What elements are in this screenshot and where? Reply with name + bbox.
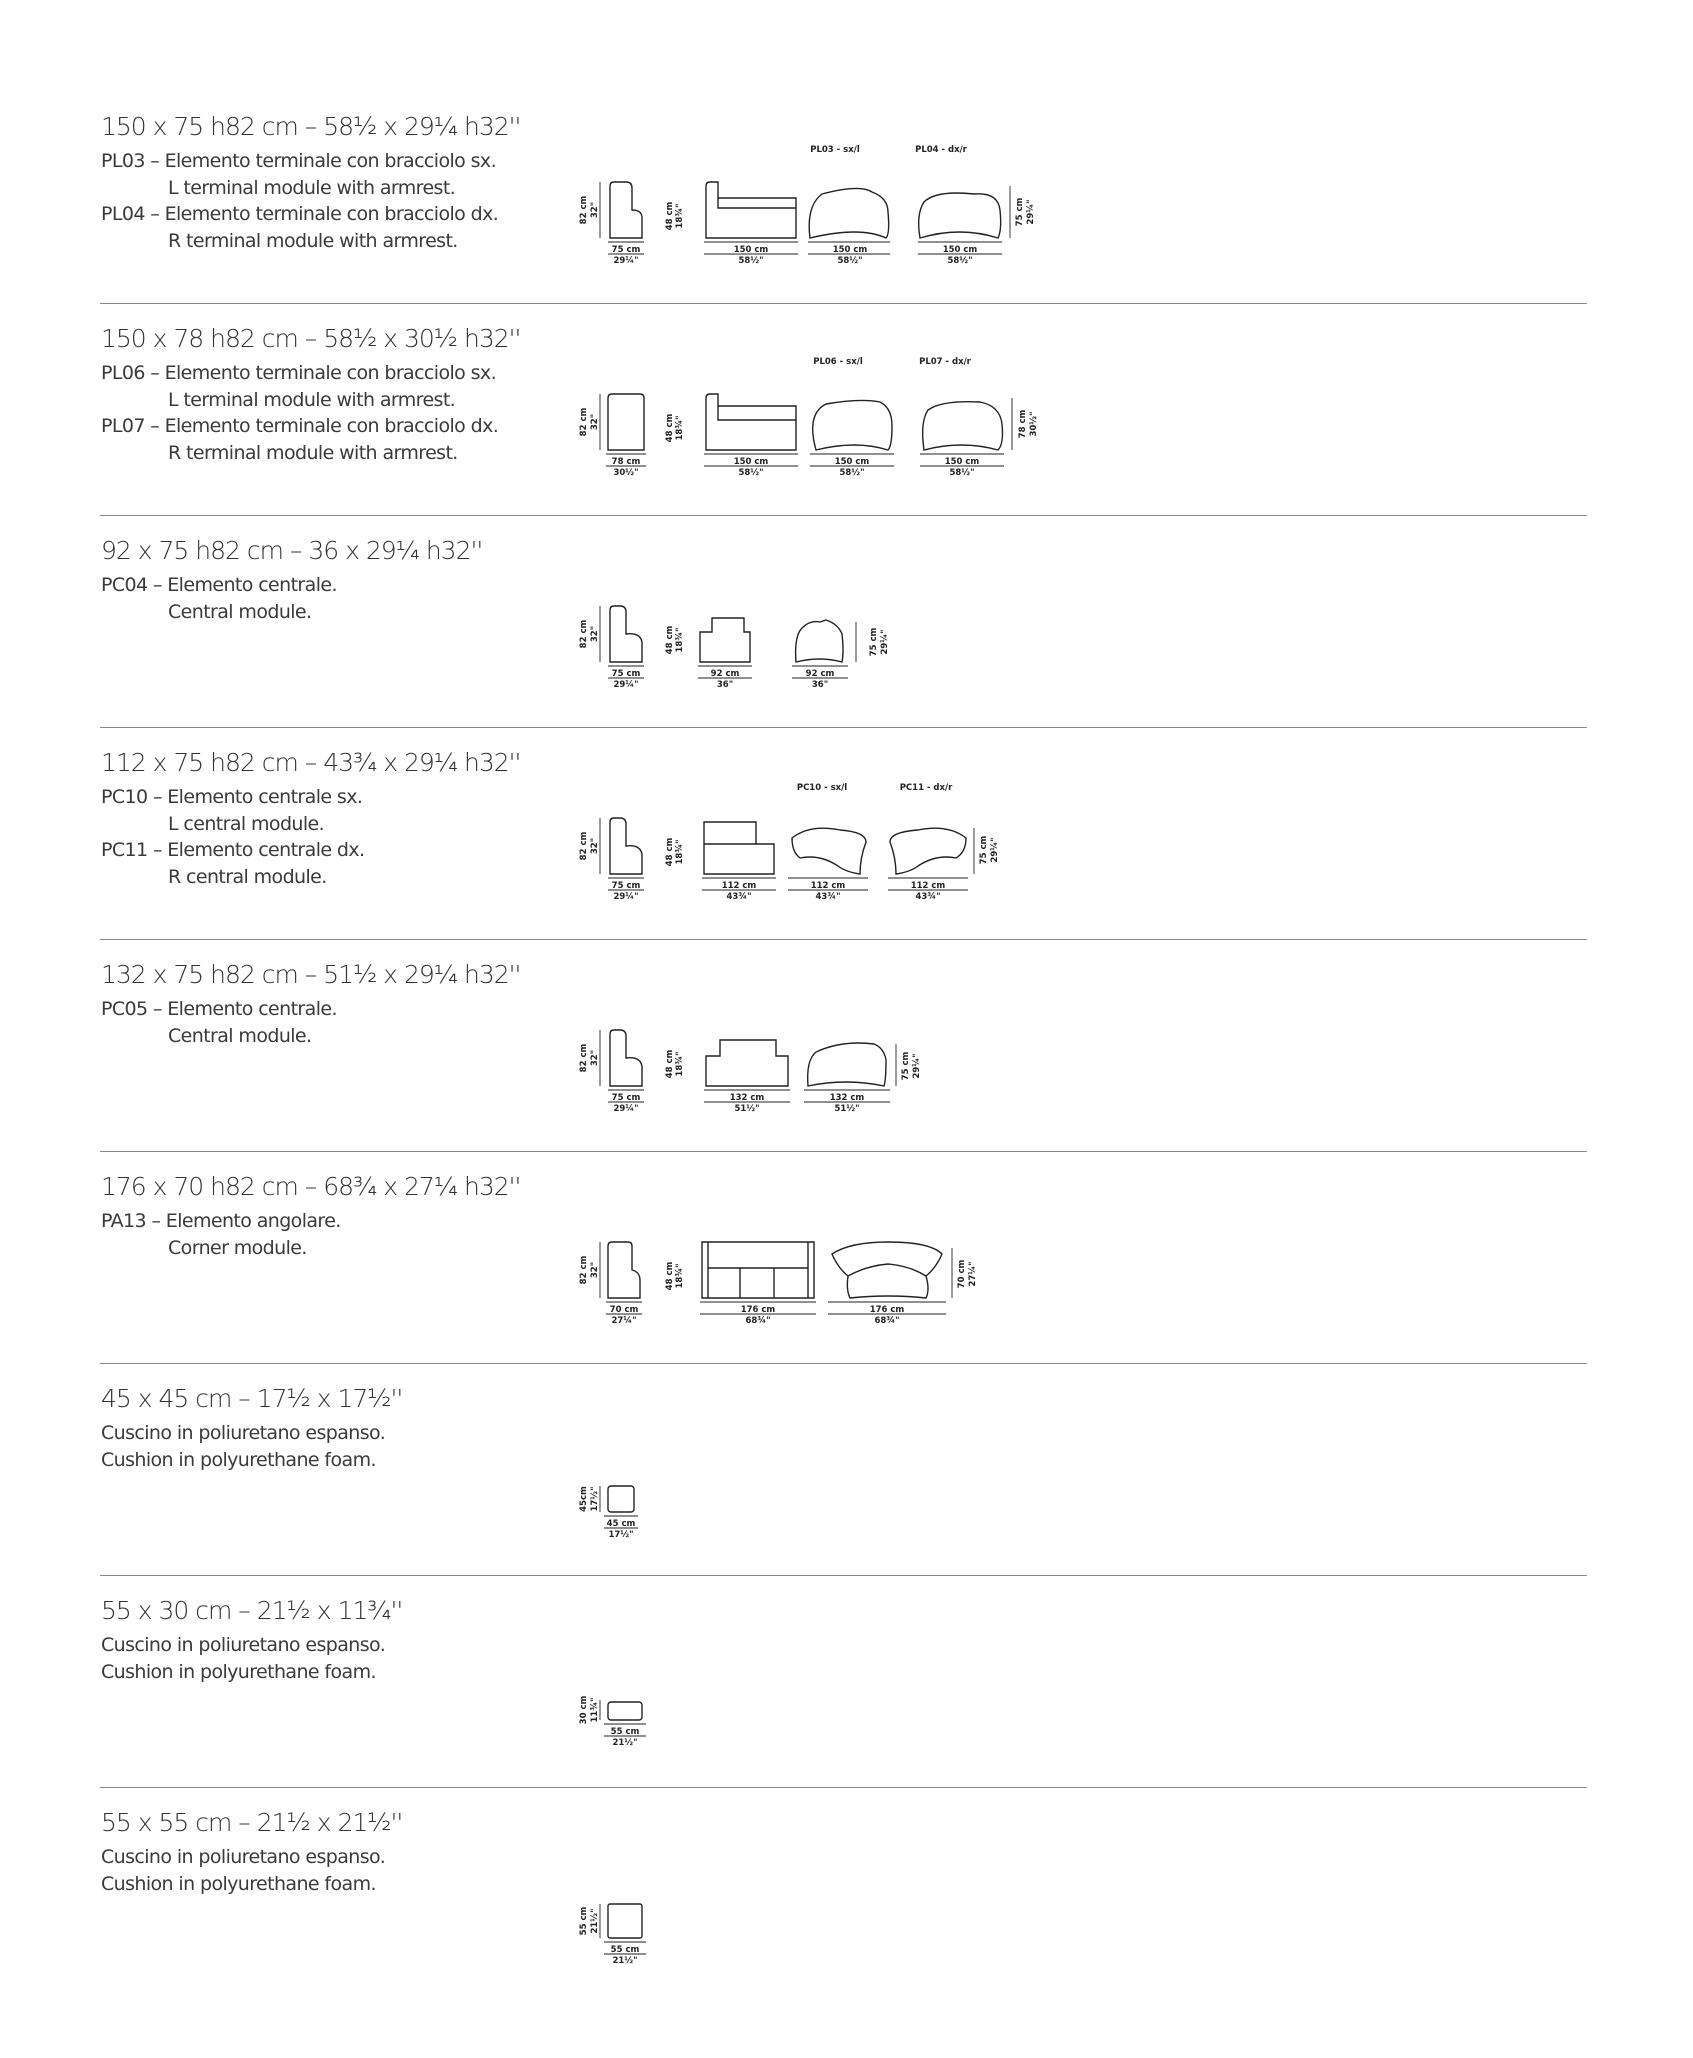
depth-label: 30½" (1029, 411, 1039, 437)
depth-label: 75 cm (611, 669, 641, 679)
top-view-left (813, 400, 892, 450)
side-view-shape (608, 394, 644, 450)
description-line: R terminal module with armrest. (168, 229, 458, 252)
width-label: 45 cm (606, 1519, 636, 1529)
side-view-shape (610, 606, 642, 662)
width-label: 36" (716, 680, 734, 690)
height-label: 45cm (579, 1486, 589, 1512)
front-view-shape (706, 1040, 788, 1086)
height-label: 32" (590, 1049, 600, 1067)
depth-label: 27¼" (968, 1261, 978, 1287)
cushion-shape (608, 1702, 642, 1720)
depth-label: 75 cm (979, 835, 989, 865)
depth-label: 75 cm (611, 881, 641, 891)
seat-height-label: 18¾" (675, 415, 685, 441)
divider (100, 1787, 1587, 1788)
height-label: 82 cm (579, 1255, 589, 1285)
product-row (0, 1596, 1693, 1808)
width-label: 51½" (734, 1104, 760, 1114)
description-line: L central module. (168, 812, 325, 835)
height-label: 82 cm (579, 195, 589, 225)
top-view-right (890, 828, 966, 874)
seat-height-label: 18¾" (675, 1051, 685, 1077)
width-label: 92 cm (710, 669, 740, 679)
description-line: PL06 – Elemento terminale con bracciolo sx. (101, 362, 497, 384)
product-title: 55 x 30 cm – 21½ x 11¾'' (101, 1596, 403, 1625)
width-label: 150 cm (834, 457, 870, 467)
depth-label: 29¼" (880, 629, 890, 655)
depth-label: 75 cm (1015, 197, 1025, 227)
product-description (101, 1208, 341, 1261)
width-label: 21½" (612, 1738, 638, 1748)
height-label: 82 cm (579, 619, 589, 649)
width-label: 176 cm (869, 1305, 905, 1315)
height-label: 32" (590, 201, 600, 219)
product-description (101, 148, 498, 254)
divider (100, 1575, 1587, 1576)
description-line: Cuscino in poliuretano espanso. (101, 1634, 386, 1656)
depth-label: 75 cm (901, 1051, 911, 1081)
seat-height-label: 48 cm (665, 625, 675, 655)
width-label: 68¾" (874, 1316, 900, 1326)
width-label: 17½" (608, 1530, 634, 1540)
product-title: 45 x 45 cm – 17½ x 17½'' (101, 1384, 403, 1413)
product-title: 92 x 75 h82 cm – 36 x 29¼ h32'' (101, 536, 483, 565)
height-label: 17½" (590, 1486, 600, 1512)
product-row (0, 112, 1693, 324)
product-row (0, 960, 1693, 1172)
depth-label: 29¼" (912, 1053, 922, 1079)
description-line: Cuscino in poliuretano espanso. (101, 1846, 386, 1868)
width-label: 112 cm (721, 881, 757, 891)
width-label: 43¾" (726, 892, 752, 902)
width-label: 112 cm (910, 881, 946, 891)
width-label: 58½" (738, 256, 764, 266)
description-line: PA13 – Elemento angolare. (101, 1210, 341, 1232)
width-label: 58½" (837, 256, 863, 266)
variant-tag: PL03 - sx/l (810, 145, 860, 155)
depth-label: 30½" (613, 468, 639, 478)
product-row (0, 1384, 1693, 1596)
height-label: 32" (590, 1261, 600, 1279)
depth-label: 75 cm (869, 627, 879, 657)
depth-label: 29¼" (613, 1104, 639, 1114)
width-label: 92 cm (805, 669, 835, 679)
side-view-shape (610, 182, 642, 238)
product-description (101, 572, 337, 625)
width-label: 150 cm (832, 245, 868, 255)
depth-label: 29¼" (613, 680, 639, 690)
dimension-drawing (570, 142, 1070, 292)
seat-height-label: 48 cm (665, 1049, 675, 1079)
height-label: 21½" (590, 1908, 600, 1934)
front-view-shape (704, 822, 774, 874)
description-line: Cuscino in poliuretano espanso. (101, 1422, 386, 1444)
front-view-shape (706, 182, 796, 238)
width-label: 150 cm (733, 457, 769, 467)
seat-height-label: 48 cm (665, 837, 675, 867)
dimension-drawing (570, 1202, 1070, 1352)
depth-label: 29¼" (990, 837, 1000, 863)
product-title: 150 x 78 h82 cm – 58½ x 30½ h32'' (101, 324, 521, 353)
seat-height-label: 18¾" (675, 203, 685, 229)
description-line: L terminal module with armrest. (168, 176, 456, 199)
description-line: Central module. (168, 1024, 312, 1047)
width-label: 112 cm (810, 881, 846, 891)
product-description (101, 360, 498, 466)
variant-tag: PC11 - dx/r (899, 783, 953, 793)
width-label: 150 cm (944, 457, 980, 467)
width-label: 176 cm (740, 1305, 776, 1315)
seat-height-label: 48 cm (665, 1261, 675, 1291)
height-label: 55 cm (579, 1906, 589, 1936)
product-row (0, 748, 1693, 960)
top-view-shape (796, 620, 843, 662)
front-view-shape (700, 618, 750, 662)
side-view-shape (608, 1242, 640, 1298)
width-label: 58½" (949, 468, 975, 478)
description-line: PC05 – Elemento centrale. (101, 998, 337, 1020)
description-line: R terminal module with armrest. (168, 441, 458, 464)
front-view-shape (706, 394, 796, 450)
top-view-shape (832, 1242, 942, 1298)
width-label: 43¾" (915, 892, 941, 902)
description-line: Cushion in polyurethane foam. (101, 1448, 376, 1471)
seat-height-label: 18¾" (675, 839, 685, 865)
height-label: 11¾" (590, 1697, 600, 1723)
height-label: 32" (590, 413, 600, 431)
cushion-shape (608, 1486, 634, 1512)
top-view-shape (808, 1043, 886, 1086)
product-title: 112 x 75 h82 cm – 43¾ x 29¼ h32'' (101, 748, 521, 777)
product-title: 176 x 70 h82 cm – 68¾ x 27¼ h32'' (101, 1172, 521, 1201)
dimension-drawing (570, 566, 1070, 716)
product-title: 55 x 55 cm – 21½ x 21½'' (101, 1808, 403, 1837)
dimension-drawing (570, 990, 1070, 1140)
width-label: 58½" (738, 468, 764, 478)
seat-height-label: 48 cm (665, 413, 675, 443)
product-description (101, 1632, 385, 1685)
top-view-left (792, 828, 866, 874)
divider (100, 303, 1587, 304)
width-label: 132 cm (829, 1093, 865, 1103)
variant-tag: PL07 - dx/r (919, 357, 971, 367)
width-label: 68¾" (745, 1316, 771, 1326)
height-label: 30 cm (579, 1695, 589, 1725)
width-label: 51½" (834, 1104, 860, 1114)
product-title: 150 x 75 h82 cm – 58½ x 29¼ h32'' (101, 112, 521, 141)
seat-height-label: 18¾" (675, 1263, 685, 1289)
description-line: PC04 – Elemento centrale. (101, 574, 337, 596)
divider (100, 1363, 1587, 1364)
width-label: 150 cm (942, 245, 978, 255)
description-line: PL07 – Elemento terminale con bracciolo dx. (101, 415, 499, 437)
depth-label: 70 cm (957, 1259, 967, 1289)
height-label: 32" (590, 625, 600, 643)
width-label: 55 cm (610, 1945, 640, 1955)
width-label: 36" (811, 680, 829, 690)
width-label: 150 cm (733, 245, 769, 255)
dimension-drawing (570, 354, 1070, 504)
description-line: PL04 – Elemento terminale con bracciolo dx. (101, 203, 499, 225)
product-description (101, 1844, 385, 1897)
seat-height-label: 48 cm (665, 201, 675, 231)
top-view-right (919, 193, 1001, 238)
height-label: 82 cm (579, 831, 589, 861)
dimension-drawing (570, 1414, 770, 1564)
top-view-left (809, 188, 888, 238)
description-line: Corner module. (168, 1236, 307, 1259)
description-line: R central module. (168, 865, 327, 888)
description-line: Cushion in polyurethane foam. (101, 1872, 376, 1895)
dimension-drawing (570, 1626, 770, 1776)
width-label: 43¾" (815, 892, 841, 902)
product-description (101, 996, 337, 1049)
width-label: 58½" (839, 468, 865, 478)
cushion-shape (608, 1904, 642, 1938)
side-view-shape (610, 1030, 642, 1086)
height-label: 82 cm (579, 1043, 589, 1073)
width-label: 21½" (612, 1956, 638, 1966)
width-label: 132 cm (729, 1093, 765, 1103)
front-view-shape (702, 1242, 814, 1298)
depth-label: 27¼" (611, 1316, 637, 1326)
depth-label: 29¼" (1026, 199, 1036, 225)
product-title: 132 x 75 h82 cm – 51½ x 29¼ h32'' (101, 960, 521, 989)
divider (100, 515, 1587, 516)
height-label: 32" (590, 837, 600, 855)
variant-tag: PL06 - sx/l (813, 357, 863, 367)
height-label: 82 cm (579, 407, 589, 437)
depth-label: 78 cm (611, 457, 641, 467)
product-row (0, 324, 1693, 536)
description-line: Cushion in polyurethane foam. (101, 1660, 376, 1683)
description-line: Central module. (168, 600, 312, 623)
side-view-shape (610, 818, 642, 874)
divider (100, 727, 1587, 728)
divider (100, 939, 1587, 940)
depth-label: 70 cm (609, 1305, 639, 1315)
top-view-right (923, 402, 1003, 450)
description-line: L terminal module with armrest. (168, 388, 456, 411)
description-line: PL03 – Elemento terminale con bracciolo sx. (101, 150, 497, 172)
seat-height-label: 18¾" (675, 627, 685, 653)
product-description (101, 784, 364, 890)
depth-label: 78 cm (1018, 409, 1028, 439)
product-row (0, 1808, 1693, 2020)
variant-tag: PC10 - sx/l (796, 783, 848, 793)
product-row (0, 1172, 1693, 1384)
depth-label: 75 cm (611, 1093, 641, 1103)
product-description (101, 1420, 385, 1473)
depth-label: 75 cm (611, 245, 641, 255)
width-label: 58½" (947, 256, 973, 266)
width-label: 55 cm (610, 1727, 640, 1737)
product-row (0, 536, 1693, 748)
description-line: PC11 – Elemento centrale dx. (101, 839, 365, 861)
depth-label: 29¼" (613, 892, 639, 902)
divider (100, 1151, 1587, 1152)
dimension-drawing (570, 1838, 770, 1988)
depth-label: 29¼" (613, 256, 639, 266)
dimension-drawing (570, 778, 1070, 928)
description-line: PC10 – Elemento centrale sx. (101, 786, 363, 808)
variant-tag: PL04 - dx/r (915, 145, 967, 155)
